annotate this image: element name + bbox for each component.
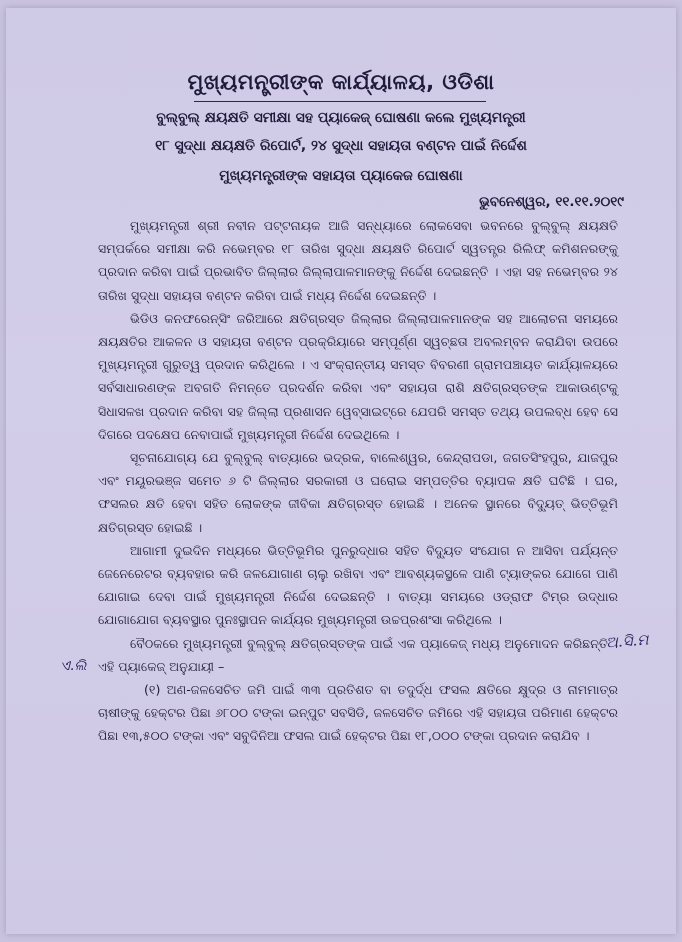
handwritten-initials: ଅ.ସି.ମ [605,630,649,652]
subtitle-2: ୧୮ ସୁଦ୍ଧା କ୍ଷୟକ୍ଷତି ରିପୋର୍ଟ, ୨୪ ସୁଦ୍ଧା ସହାୟତା ବଣ୍ଟନ ପାଇଁ ନିର୍ଦ୍ଦେଶ [155,138,527,154]
document-title: ମୁଖ୍ୟମନ୍ତ୍ରୀଙ୍କ କାର୍ଯ୍ୟାଳୟ, ଓଡିଶା [187,70,495,94]
title-underline [194,101,486,102]
paragraph-1: ମୁଖ୍ୟମନ୍ତ୍ରୀ ଶ୍ରୀ ନବୀନ ପଟ୍ଟନାୟକ ଆଜି ସନ୍ଧ୍ୟାରେ ଲୋକସେବା ଭବନରେ ବୁଲ୍‌ବୁଲ୍ କ୍ଷୟକ୍ଷତି ସମ୍ପର୍କରେ ସମୀକ୍ଷା କରି ନଭେମ୍ବର ୧୮ ତାରିଖ ସୁଦ୍ଧା କ୍ଷୟକ୍ଷତି ରିପୋର୍ଟ ସ୍ୱତନ୍ତ୍ର ରିଲିଫ୍ କମିଶନରଙ୍କୁ ପ୍ରଦାନ କରିବା ପାଇଁ ପ୍ରଭାବିତ ଜିଲ୍ଲାର ଜିଲ୍ଲାପାଳମାନଙ୍କୁ ନିର୍ଦ୍ଦେଶ ଦେଇଛନ୍ତି । ଏହା ସହ ନଭେମ୍ବର ୨୪ ତାରିଖ ସୁଦ୍ଧା ସହାୟତା ବଣ୍ଟନ କରିବା ପାଇଁ ମଧ୍ୟ ନିର୍ଦ୍ଦେଶ ଦେଇଛନ୍ତି । [98,218,618,303]
handwritten-margin-note: ଏ.ଲି [60,658,87,674]
paragraph-4: ଆଗାମୀ ଦୁଇଦିନ ମଧ୍ୟରେ ଭିତ୍ତିଭୂମିର ପୁନରୁଦ୍ଧାର ସହିତ ବିଦ୍ୟୁତ ସଂଯୋଗ ନ ଆସିବା ପର୍ଯ୍ୟନ୍ତ ଜେନେରେଟର ବ୍ୟବହାର କରି ଜଳଯୋଗାଣ ଚାଲୁ ରଖିବା ଏବଂ ଆବଶ୍ୟକସ୍ଥଳେ ପାଣି ଟ୍ୟାଙ୍କର ଯୋଗେ ପାଣି ଯୋଗାଇ ଦେବା ପାଇଁ ମୁଖ୍ୟମନ୍ତ୍ରୀ ନିର୍ଦ୍ଦେଶ ଦେଇଛନ୍ତି । ବାତ୍ୟା ସମୟରେ ଓଡ୍ରାଫ ଟିମ୍‌ର ଉଦ୍ଧାର ଯୋଗାଯୋଗ ବ୍ୟବସ୍ଥାର ପୁନଃସ୍ଥାପନ କାର୍ଯ୍ୟର ମୁଖ୍ୟମନ୍ତ୍ରୀ ଉଚ୍ଚପ୍ରଶଂସା କରିଥିଲେ । [98,542,618,628]
document-body [98,214,618,748]
list-item-1: (୧) ଅଣ-ଜଳସେଚିତ ଜମି ପାଇଁ ୩୩ ପ୍ରତିଶତ ବା ତଦୁର୍ଦ୍ଧ ଫସଲ କ୍ଷତିରେ କ୍ଷୁଦ୍ର ଓ ନାମମାତ୍ର ଚାଷୀଙ୍କୁ ହେକ୍ଟର ପିଛା ୬୮୦୦ ଟଙ୍କା ଇନ୍‌ପୁଟ ସବସିଡି, ଜଳସେଚିତ ଜମିରେ ଏହି ସହାୟତା ପରିମାଣ ହେକ୍ଟର ପିଛା ୧୩,୫୦୦ ଟଙ୍କା ଏବଂ ସବୁଦିନିଆ ଫସଲ ପାଇଁ ହେକ୍ଟର ପିଛା ୧୮,୦୦୦ ଟଙ୍କା ପ୍ରଦାନ କରାଯିବ । [98,682,618,744]
subtitle-1: ବୁଲ୍‌ବୁଲ୍ କ୍ଷୟକ୍ଷତି ସମୀକ୍ଷା ସହ ପ୍ୟାକେଜ୍ ଘୋଷଣା କଲେ ମୁଖ୍ୟମନ୍ତ୍ରୀ [156,110,526,126]
paragraph-2: ଭିଡିଓ କନଫରେନ୍ସିଂ ଜରିଆରେ କ୍ଷତିଗ୍ରସ୍ତ ଜିଲ୍ଲାର ଜିଲ୍ଲାପାଳମାନଙ୍କ ସହ ଆଲୋଚନା ସମୟରେ କ୍ଷୟକ୍ଷତିର ଆକଳନ ଓ ସହାୟତା ବଣ୍ଟନ ପ୍ରକ୍ରିୟାରେ ସମ୍ପୂର୍ଣ୍ଣ ସ୍ୱଚ୍ଛତା ଅବଲମ୍ବନ କରାଯିବା ଉପରେ ମୁଖ୍ୟମନ୍ତ୍ରୀ ଗୁରୁତ୍ୱ ପ୍ରଦାନ କରିଥିଲେ । ଏ ସଂକ୍ରାନ୍ତୀୟ ସମସ୍ତ ବିବରଣୀ ଗ୍ରାମପଞ୍ଚାୟତ କାର୍ଯ୍ୟାଳୟରେ ସର୍ବସାଧାରଣଙ୍କ ଅବଗତି ନିମନ୍ତେ ପ୍ରଦର୍ଶନ କରିବା ଏବଂ ସହାୟତା ରାଶି କ୍ଷତିଗ୍ରସ୍ତଙ୍କ ଆକାଉଣ୍ଟକୁ ସିଧାସଳଖ ପ୍ରଦାନ କରିବା ସହ ଜିଲ୍ଲା ପ୍ରଶାସନ ୱେବ୍‌ସାଇଟ୍‌ରେ ଯେପରି ସମସ୍ତ ତଥ୍ୟ ଉପଲବ୍ଧ ହେବ ସେ ଦିଗରେ ପଦକ୍ଷେପ ନେବାପାଇଁ ମୁଖ୍ୟମନ୍ତ୍ରୀ ନିର୍ଦ୍ଦେଶ ଦେଇଥିଲେ । [98,310,618,442]
paragraph-5: ବୈଠକରେ ମୁଖ୍ୟମନ୍ତ୍ରୀ ବୁଲ୍‌ବୁଲ୍ କ୍ଷତିଗ୍ରସ୍ତଙ୍କ ପାଇଁ ଏକ ପ୍ୟାକେଜ୍ ମଧ୍ୟ ଅନୁମୋଦନ କରିଛନ୍ତି । ଏହି ପ୍ୟାକେଜ୍ ଅନୁଯାୟୀ – [98,635,618,674]
subtitle-3: ମୁଖ୍ୟମନ୍ତ୍ରୀଙ୍କ ସହାୟତା ପ୍ୟାକେଜ ଘୋଷଣା [219,168,463,184]
press-release-page [6,8,676,934]
dateline: ଭୁବନେଶ୍ୱର, ୧୧.୧୧.୨୦୧୯ [479,194,624,210]
paragraph-3: ସୂଚନାଯୋଗ୍ୟ ଯେ ବୁଲ୍‌ବୁଲ୍ ବାତ୍ୟାରେ ଭଦ୍ରକ, ବାଲେଶ୍ୱର, କେନ୍ଦ୍ରାପଡା, ଜଗତସିଂହପୁର, ଯାଜପୁର ଏବଂ ମୟୂରଭଞ୍ଜ ସମେତ ୬ ଟି ଜିଲ୍ଲାର ସରକାରୀ ଓ ଘରୋଇ ସମ୍ପତ୍ତିର ବ୍ୟାପକ କ୍ଷତି ଘଟିଛି । ଘର, ଫସଲର କ୍ଷତି ହେବା ସହିତ ଲୋକଙ୍କ ଜୀବିକା କ୍ଷତିଗ୍ରସ୍ତ ହୋଇଛି । ଅନେକ ସ୍ଥାନରେ ବିଦ୍ୟୁତ୍ ଭିତ୍ତିଭୂମି କ୍ଷତିଗ୍ରସ୍ତ ହୋଇଛି । [98,450,618,535]
